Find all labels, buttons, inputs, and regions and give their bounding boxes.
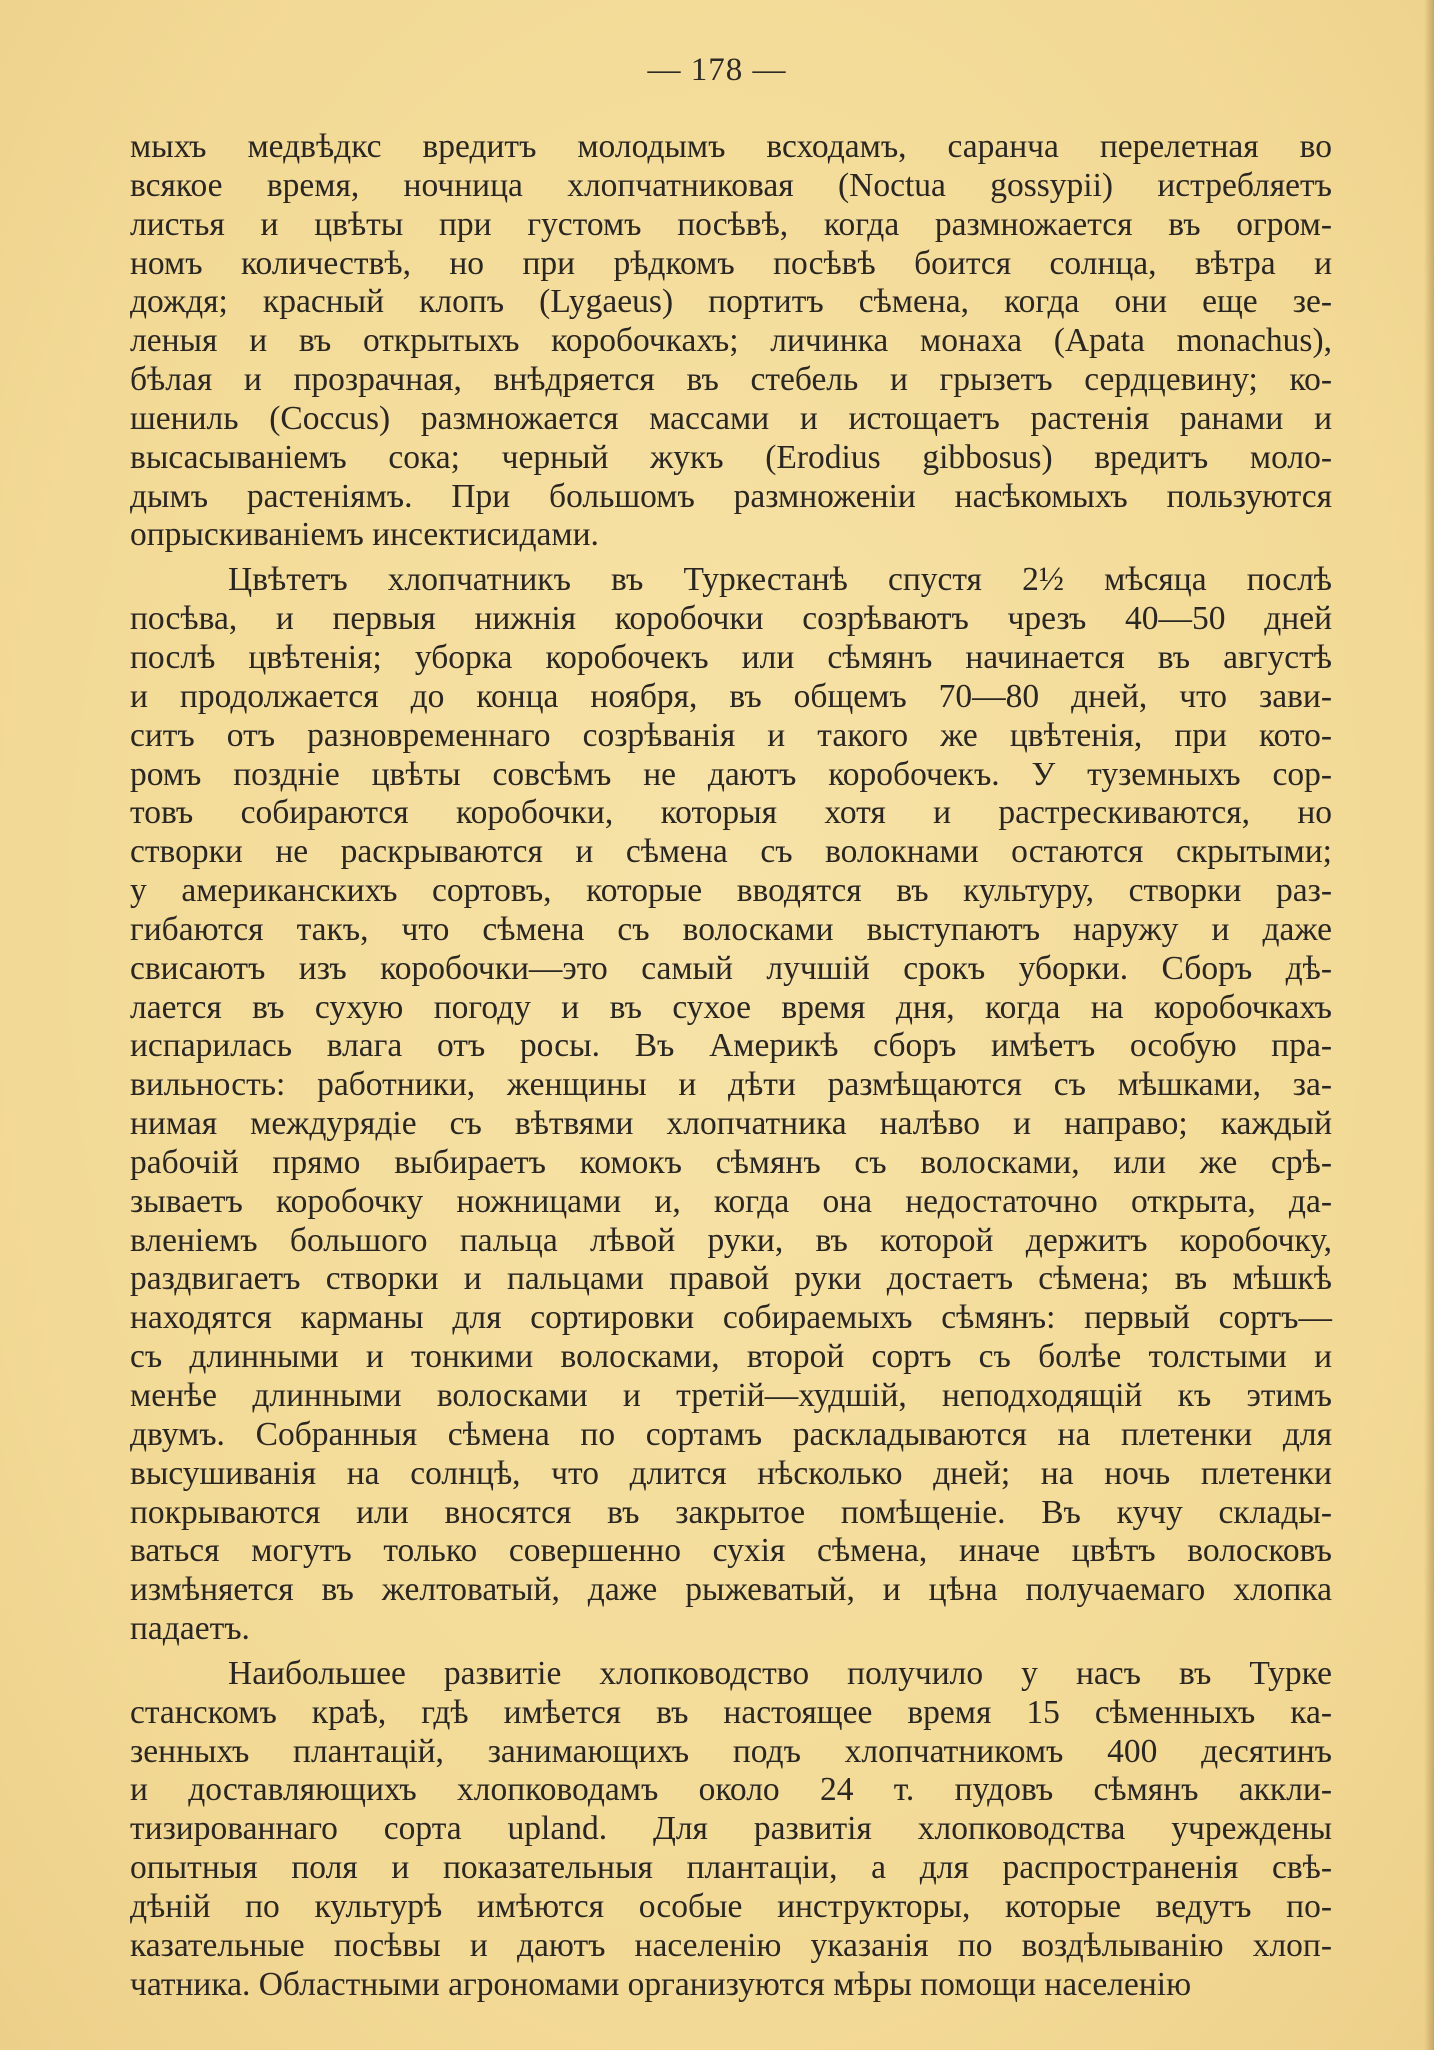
text-line: менѣе длинными волосками и третій—худшій, неподходящій къ этимъ — [130, 1377, 1332, 1414]
text-line: падаетъ. — [130, 1610, 250, 1648]
text-line: леныя и въ открытыхъ коробочкахъ; личинка монаха (Apata monachus), — [130, 322, 1332, 360]
text-line: Цвѣтетъ хлопчатникъ въ Туркестанѣ спустя 2½ мѣсяца послѣ — [228, 561, 1332, 599]
text-line: и доставляющихъ хлопководамъ около 24 т. пудовъ сѣмянъ аккли- — [130, 1771, 1332, 1809]
text-line: покрываются или вносятся въ закрытое помѣщеніе. Въ кучу склады- — [130, 1493, 1332, 1531]
text-line: нимая междурядіе съ вѣтвями хлопчатника налѣво и направо; каждый — [130, 1105, 1332, 1143]
text-line: мыхъ медвѣдкс вредитъ молодымъ всходамъ, саранча перелетная во — [130, 128, 1332, 165]
text-line: высушиванія на солнцѣ, что длится нѣсколько дней; на ночь плетенки — [130, 1454, 1332, 1492]
body-text — [130, 128, 1332, 2005]
text-line: ромъ поздніе цвѣты совсѣмъ не даютъ коробочекъ. У туземныхъ сор- — [130, 755, 1332, 793]
text-line: дѣній по культурѣ имѣются особые инструкторы, которые ведутъ по- — [130, 1887, 1332, 1925]
paragraph — [130, 561, 1332, 1649]
text-line: дождя; красный клопъ (Lygaeus) портитъ сѣмена, когда они еще зе- — [130, 283, 1332, 321]
text-line: послѣ цвѣтенія; уборка коробочекъ или сѣмянъ начинается въ августѣ — [130, 638, 1332, 676]
text-line: рабочій прямо выбираетъ комокъ сѣмянъ съ волосками, или же срѣ- — [130, 1143, 1332, 1181]
text-line: номъ количествѣ, но при рѣдкомъ посѣвѣ боится солнца, вѣтра и — [130, 244, 1332, 282]
text-line: свисаютъ изъ коробочки—это самый лучшій срокъ уборки. Сборъ дѣ- — [130, 949, 1332, 987]
text-line: шениль (Coccus) размножается массами и истощаетъ растенія ранами и — [130, 399, 1332, 437]
text-line: лается въ сухую погоду и въ сухое время дня, когда на коробочкахъ — [130, 988, 1332, 1026]
text-line: измѣняется въ желтоватый, даже рыжеватый, и цѣна получаемаго хлопка — [130, 1571, 1332, 1609]
text-line: листья и цвѣты при густомъ посѣвѣ, когда размножается въ огром- — [130, 205, 1332, 243]
text-line: съ длинными и тонкими волосками, второй сортъ съ болѣе толстыми и — [130, 1338, 1332, 1376]
text-line: вильность: работники, женщины и дѣти размѣщаются съ мѣшками, за- — [130, 1066, 1332, 1104]
text-line: зенныхъ плантацій, занимающихъ подъ хлопчатникомъ 400 десятинъ — [130, 1732, 1332, 1770]
text-line: всякое время, ночница хлопчатниковая (Noctua gossypii) истребляетъ — [130, 166, 1332, 204]
text-line: зываетъ коробочку ножницами и, когда она недостаточно открыта, да- — [130, 1182, 1332, 1220]
text-line: испарилась влага отъ росы. Въ Америкѣ сборъ имѣетъ особую пра- — [130, 1027, 1332, 1065]
text-line: и продолжается до конца ноября, въ общемъ 70—80 дней, что зави- — [130, 677, 1332, 715]
text-line: высасываніемъ сока; черный жукъ (Erodius gibbosus) вредитъ моло- — [130, 438, 1332, 476]
text-line: ситъ отъ разновременнаго созрѣванія и такого же цвѣтенія, при кото- — [130, 716, 1332, 754]
text-line: казательные посѣвы и даютъ населенію указанія по воздѣлыванію хлоп- — [130, 1926, 1332, 1964]
text-line: чатника. Областными агрономами организуются мѣры помощи населенію — [130, 1965, 1192, 2003]
text-line: у американскихъ сортовъ, которые вводятся въ культуру, створки раз- — [130, 872, 1332, 910]
text-line: посѣва, и первыя нижнія коробочки созрѣваютъ чрезъ 40—50 дней — [130, 600, 1332, 638]
text-line: створки не раскрываются и сѣмена съ волокнами остаются скрытыми; — [130, 833, 1332, 871]
text-line: опытныя поля и показательныя плантаціи, а для распространенія свѣ- — [130, 1849, 1332, 1887]
text-line: дымъ растеніямъ. При большомъ размноженіи насѣкомыхъ пользуются — [130, 477, 1332, 515]
text-line: товъ собираются коробочки, которыя хотя и растрескиваются, но — [130, 794, 1332, 832]
text-line: бѣлая и прозрачная, внѣдряется въ стебель и грызетъ сердцевину; ко- — [130, 361, 1332, 399]
text-line: ваться могутъ только совершенно сухія сѣмена, иначе цвѣтъ волосковъ — [130, 1532, 1332, 1570]
paragraph — [130, 128, 1332, 555]
page-edge-shadow — [1424, 0, 1434, 2050]
text-line: раздвигаетъ створки и пальцами правой руки достаетъ сѣмена; въ мѣшкѣ — [130, 1260, 1332, 1298]
text-line: тизированнаго сорта upland. Для развитія хлопководства учреждены — [130, 1810, 1332, 1848]
text-line: Наибольшее развитіе хлопководство получило у насъ въ Турке — [228, 1654, 1332, 1692]
text-line: гибаются такъ, что сѣмена съ волосками выступаютъ наружу и даже — [130, 910, 1332, 948]
text-line: двумъ. Собранныя сѣмена по сортамъ раскладываются на плетенки для — [130, 1415, 1332, 1453]
text-line: опрыскиваніемъ инсектисидами. — [130, 516, 599, 554]
text-line: станскомъ краѣ, гдѣ имѣется въ настоящее время 15 сѣменныхъ ка- — [130, 1693, 1332, 1731]
text-line: вленіемъ большого пальца лѣвой руки, въ которой держитъ коробочку, — [130, 1221, 1332, 1259]
page-number: — 178 — — [647, 52, 787, 88]
paragraph — [130, 1655, 1332, 2005]
text-line: находятся карманы для сортировки собираемыхъ сѣмянъ: первый сортъ— — [130, 1299, 1332, 1337]
